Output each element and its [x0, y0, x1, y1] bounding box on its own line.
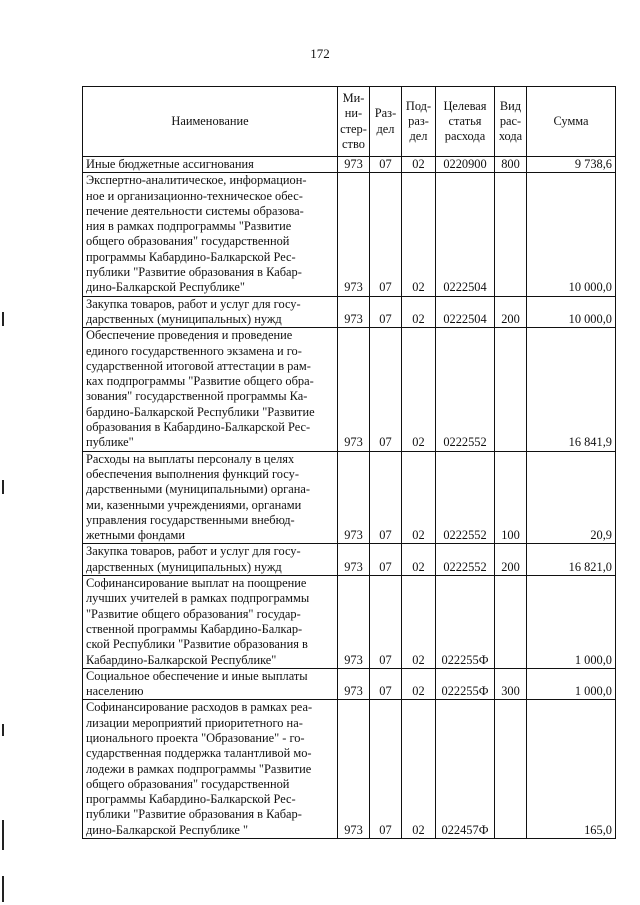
cell-target: 0222504 [436, 296, 495, 328]
scan-artifact [2, 820, 4, 850]
table-body [83, 157, 616, 839]
cell-ministry: 973 [338, 157, 370, 173]
cell-section: 07 [370, 328, 402, 451]
cell-type: 100 [495, 451, 527, 544]
cell-name: Расходы на выплаты персоналу в целях обеспечения выполнения функций госу- дарственными (муниципальными) органа- ми, казенными учреждениями, органами управления государственными внебюд- жетными фондами [83, 451, 338, 544]
cell-sum: 1 000,0 [527, 576, 616, 669]
cell-target: 0222504 [436, 173, 495, 296]
cell-subsection: 02 [402, 328, 436, 451]
cell-type: 300 [495, 668, 527, 700]
cell-subsection: 02 [402, 296, 436, 328]
cell-name: Закупка товаров, работ и услуг для госу- дарственных (муниципальных) нужд [83, 296, 338, 328]
cell-type [495, 328, 527, 451]
cell-ministry: 973 [338, 700, 370, 839]
cell-ministry: 973 [338, 576, 370, 669]
cell-sum: 9 738,6 [527, 157, 616, 173]
cell-name: Закупка товаров, работ и услуг для госу- дарственных (муниципальных) нужд [83, 544, 338, 576]
header-name: Наименование [83, 87, 338, 157]
header-target: Целевая статья расхода [436, 87, 495, 157]
cell-name: Обеспечение проведения и проведение единого государственного экзамена и го- сударственной итоговой аттестации в рам- ках подпрограммы "Развитие общего обра- зования" государственной программы Ка- бардино-Балкарской Республики "Развитие образования в Кабардино-Балкарской Рес- публике" [83, 328, 338, 451]
header-ministry: Ми- ни- стер- ство [338, 87, 370, 157]
cell-subsection: 02 [402, 576, 436, 669]
table-row [83, 700, 616, 839]
cell-ministry: 973 [338, 173, 370, 296]
table-row [83, 173, 616, 296]
cell-target: 022457Ф [436, 700, 495, 839]
cell-type [495, 576, 527, 669]
cell-section: 07 [370, 700, 402, 839]
cell-sum: 16 821,0 [527, 544, 616, 576]
cell-target: 022255Ф [436, 668, 495, 700]
cell-ministry: 973 [338, 544, 370, 576]
cell-sum: 165,0 [527, 700, 616, 839]
scan-artifact [2, 480, 4, 494]
page-number: 172 [310, 46, 330, 61]
cell-name: Социальное обеспечение и иные выплаты населению [83, 668, 338, 700]
scan-artifact [2, 724, 4, 736]
cell-target: 0222552 [436, 328, 495, 451]
scan-artifact [2, 876, 4, 902]
cell-subsection: 02 [402, 173, 436, 296]
cell-subsection: 02 [402, 451, 436, 544]
header-section: Раз- дел [370, 87, 402, 157]
cell-name: Иные бюджетные ассигнования [83, 157, 338, 173]
cell-sum: 1 000,0 [527, 668, 616, 700]
budget-table [82, 86, 616, 839]
cell-name: Софинансирование расходов в рамках реа- лизации мероприятий приоритетного на- ционального проекта "Образование" - го- сударственная поддержка талантливой мо- лодежи в рамках подпрограммы "Развитие общего образования" государственной программы Кабардино-Балкарской Рес- публики "Развитие образования в Кабар- дино-Балкарской Республике " [83, 700, 338, 839]
table-row [83, 576, 616, 669]
table-header-row [83, 87, 616, 157]
cell-section: 07 [370, 576, 402, 669]
cell-sum: 20,9 [527, 451, 616, 544]
cell-subsection: 02 [402, 700, 436, 839]
cell-subsection: 02 [402, 157, 436, 173]
cell-subsection: 02 [402, 544, 436, 576]
cell-sum: 10 000,0 [527, 296, 616, 328]
header-sum: Сумма [527, 87, 616, 157]
table-row [83, 544, 616, 576]
cell-name: Софинансирование выплат на поощрение лучших учителей в рамках подпрограммы "Развитие общего образования" государ- ственной программы Кабардино-Балкар- ской Республики "Развитие образования в Кабардино-Балкарской Республике" [83, 576, 338, 669]
cell-target: 0222552 [436, 544, 495, 576]
cell-ministry: 973 [338, 328, 370, 451]
cell-ministry: 973 [338, 451, 370, 544]
cell-target: 0222552 [436, 451, 495, 544]
header-type: Вид рас- хода [495, 87, 527, 157]
cell-type [495, 173, 527, 296]
cell-name: Экспертно-аналитическое, информацион- ное и организационно-техническое обес- печение деятельности системы образова- ния в рамках подпрограммы "Развитие общего образования" государственной программы Кабардино-Балкарской Рес- публики "Развитие образования в Кабар- дино-Балкарской Республике" [83, 173, 338, 296]
cell-section: 07 [370, 544, 402, 576]
table-row [83, 157, 616, 173]
header-subsection: Под- раз- дел [402, 87, 436, 157]
scan-artifact [2, 312, 4, 326]
cell-type: 800 [495, 157, 527, 173]
cell-sum: 10 000,0 [527, 173, 616, 296]
cell-section: 07 [370, 451, 402, 544]
cell-ministry: 973 [338, 668, 370, 700]
cell-section: 07 [370, 668, 402, 700]
table-row [83, 668, 616, 700]
table-row [83, 296, 616, 328]
table-row [83, 451, 616, 544]
cell-sum: 16 841,9 [527, 328, 616, 451]
cell-section: 07 [370, 173, 402, 296]
cell-target: 022255Ф [436, 576, 495, 669]
cell-section: 07 [370, 296, 402, 328]
table-row [83, 328, 616, 451]
cell-section: 07 [370, 157, 402, 173]
cell-type [495, 700, 527, 839]
cell-subsection: 02 [402, 668, 436, 700]
cell-type: 200 [495, 544, 527, 576]
cell-type: 200 [495, 296, 527, 328]
cell-target: 0220900 [436, 157, 495, 173]
cell-ministry: 973 [338, 296, 370, 328]
